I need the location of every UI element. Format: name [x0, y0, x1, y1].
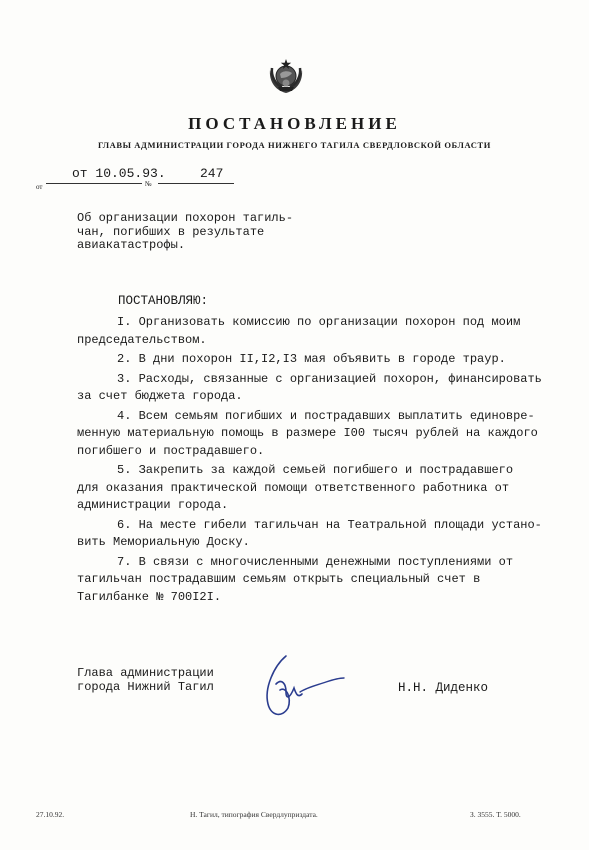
footer-print-date: 27.10.92. — [36, 810, 65, 819]
signer-position-line: города Нижний Тагил — [77, 680, 214, 694]
decree-heading: ПОСТАНОВЛЯЮ: — [118, 294, 209, 308]
date-underline — [46, 183, 142, 184]
subject-line: Об организации похорон тагиль- — [77, 211, 294, 225]
item-line: вить Мемориальную Доску. — [77, 535, 250, 549]
subject-line: чан, погибших в результате — [77, 224, 265, 239]
item-line: для оказания практической помощи ответственного работника от — [77, 480, 510, 495]
issuing-authority: ГЛАВЫ АДМИНИСТРАЦИИ ГОРОДА НИЖНЕГО ТАГИЛА СВЕРДЛОВСКОЙ ОБЛАСТИ — [97, 140, 492, 150]
item-line: за счет бюджета города. — [77, 389, 243, 403]
item-line: I. Организовать комиссию по организации похорон под моим — [117, 315, 521, 329]
decree-items — [77, 314, 567, 606]
item-line: 5. Закрепить за каждой семьей погибшего и пострадавшего — [117, 463, 514, 477]
footer-order-number: З. 3555. Т. 5000. — [470, 810, 521, 819]
signer-name: Н.Н. Диденко — [398, 681, 489, 695]
item-line: Тагилбанке № 700I2I. — [77, 589, 222, 604]
ussr-coat-of-arms-icon — [266, 56, 306, 96]
item-line: 6. На месте гибели тагильчан на Театральной площади устано- — [117, 517, 542, 532]
document-title: ПОСТАНОВЛЕНИЕ — [188, 114, 401, 133]
footer-printer: Н. Тагил, типография Свердлуприздата. — [190, 810, 318, 819]
signer-position — [77, 666, 214, 694]
item-line: погибшего и пострадавшего. — [77, 443, 265, 458]
item-line: председательством. — [77, 332, 207, 347]
document-number: 247 — [200, 166, 224, 181]
item-line: 2. В дни похорон II,I2,I3 мая объявить в городе траур. — [117, 352, 506, 366]
item-line: 3. Расходы, связанные с организацией похорон, финансировать — [117, 371, 542, 386]
item-line: тагильчан пострадавшим семьям открыть специальный счет в — [77, 572, 481, 586]
item-line: администрации города. — [77, 498, 229, 512]
item-line: менную материальную помощь в размере I00 тысяч рублей на каждого — [77, 426, 538, 440]
number-underline — [158, 183, 234, 184]
handwritten-signature-icon — [256, 648, 346, 728]
subject-line: авиакатастрофы. — [77, 238, 186, 252]
item-line: 4. Всем семьям погибших и пострадавших выплатить единовре- — [117, 408, 535, 423]
item-line: 7. В связи с многочисленными денежными поступлениями от — [117, 554, 514, 569]
document-subject — [77, 212, 337, 253]
signer-position-line: Глава администрации — [77, 666, 214, 680]
date-label: от — [36, 183, 43, 191]
document-date: от 10.05.93. — [72, 166, 166, 181]
number-label: № — [145, 180, 152, 188]
